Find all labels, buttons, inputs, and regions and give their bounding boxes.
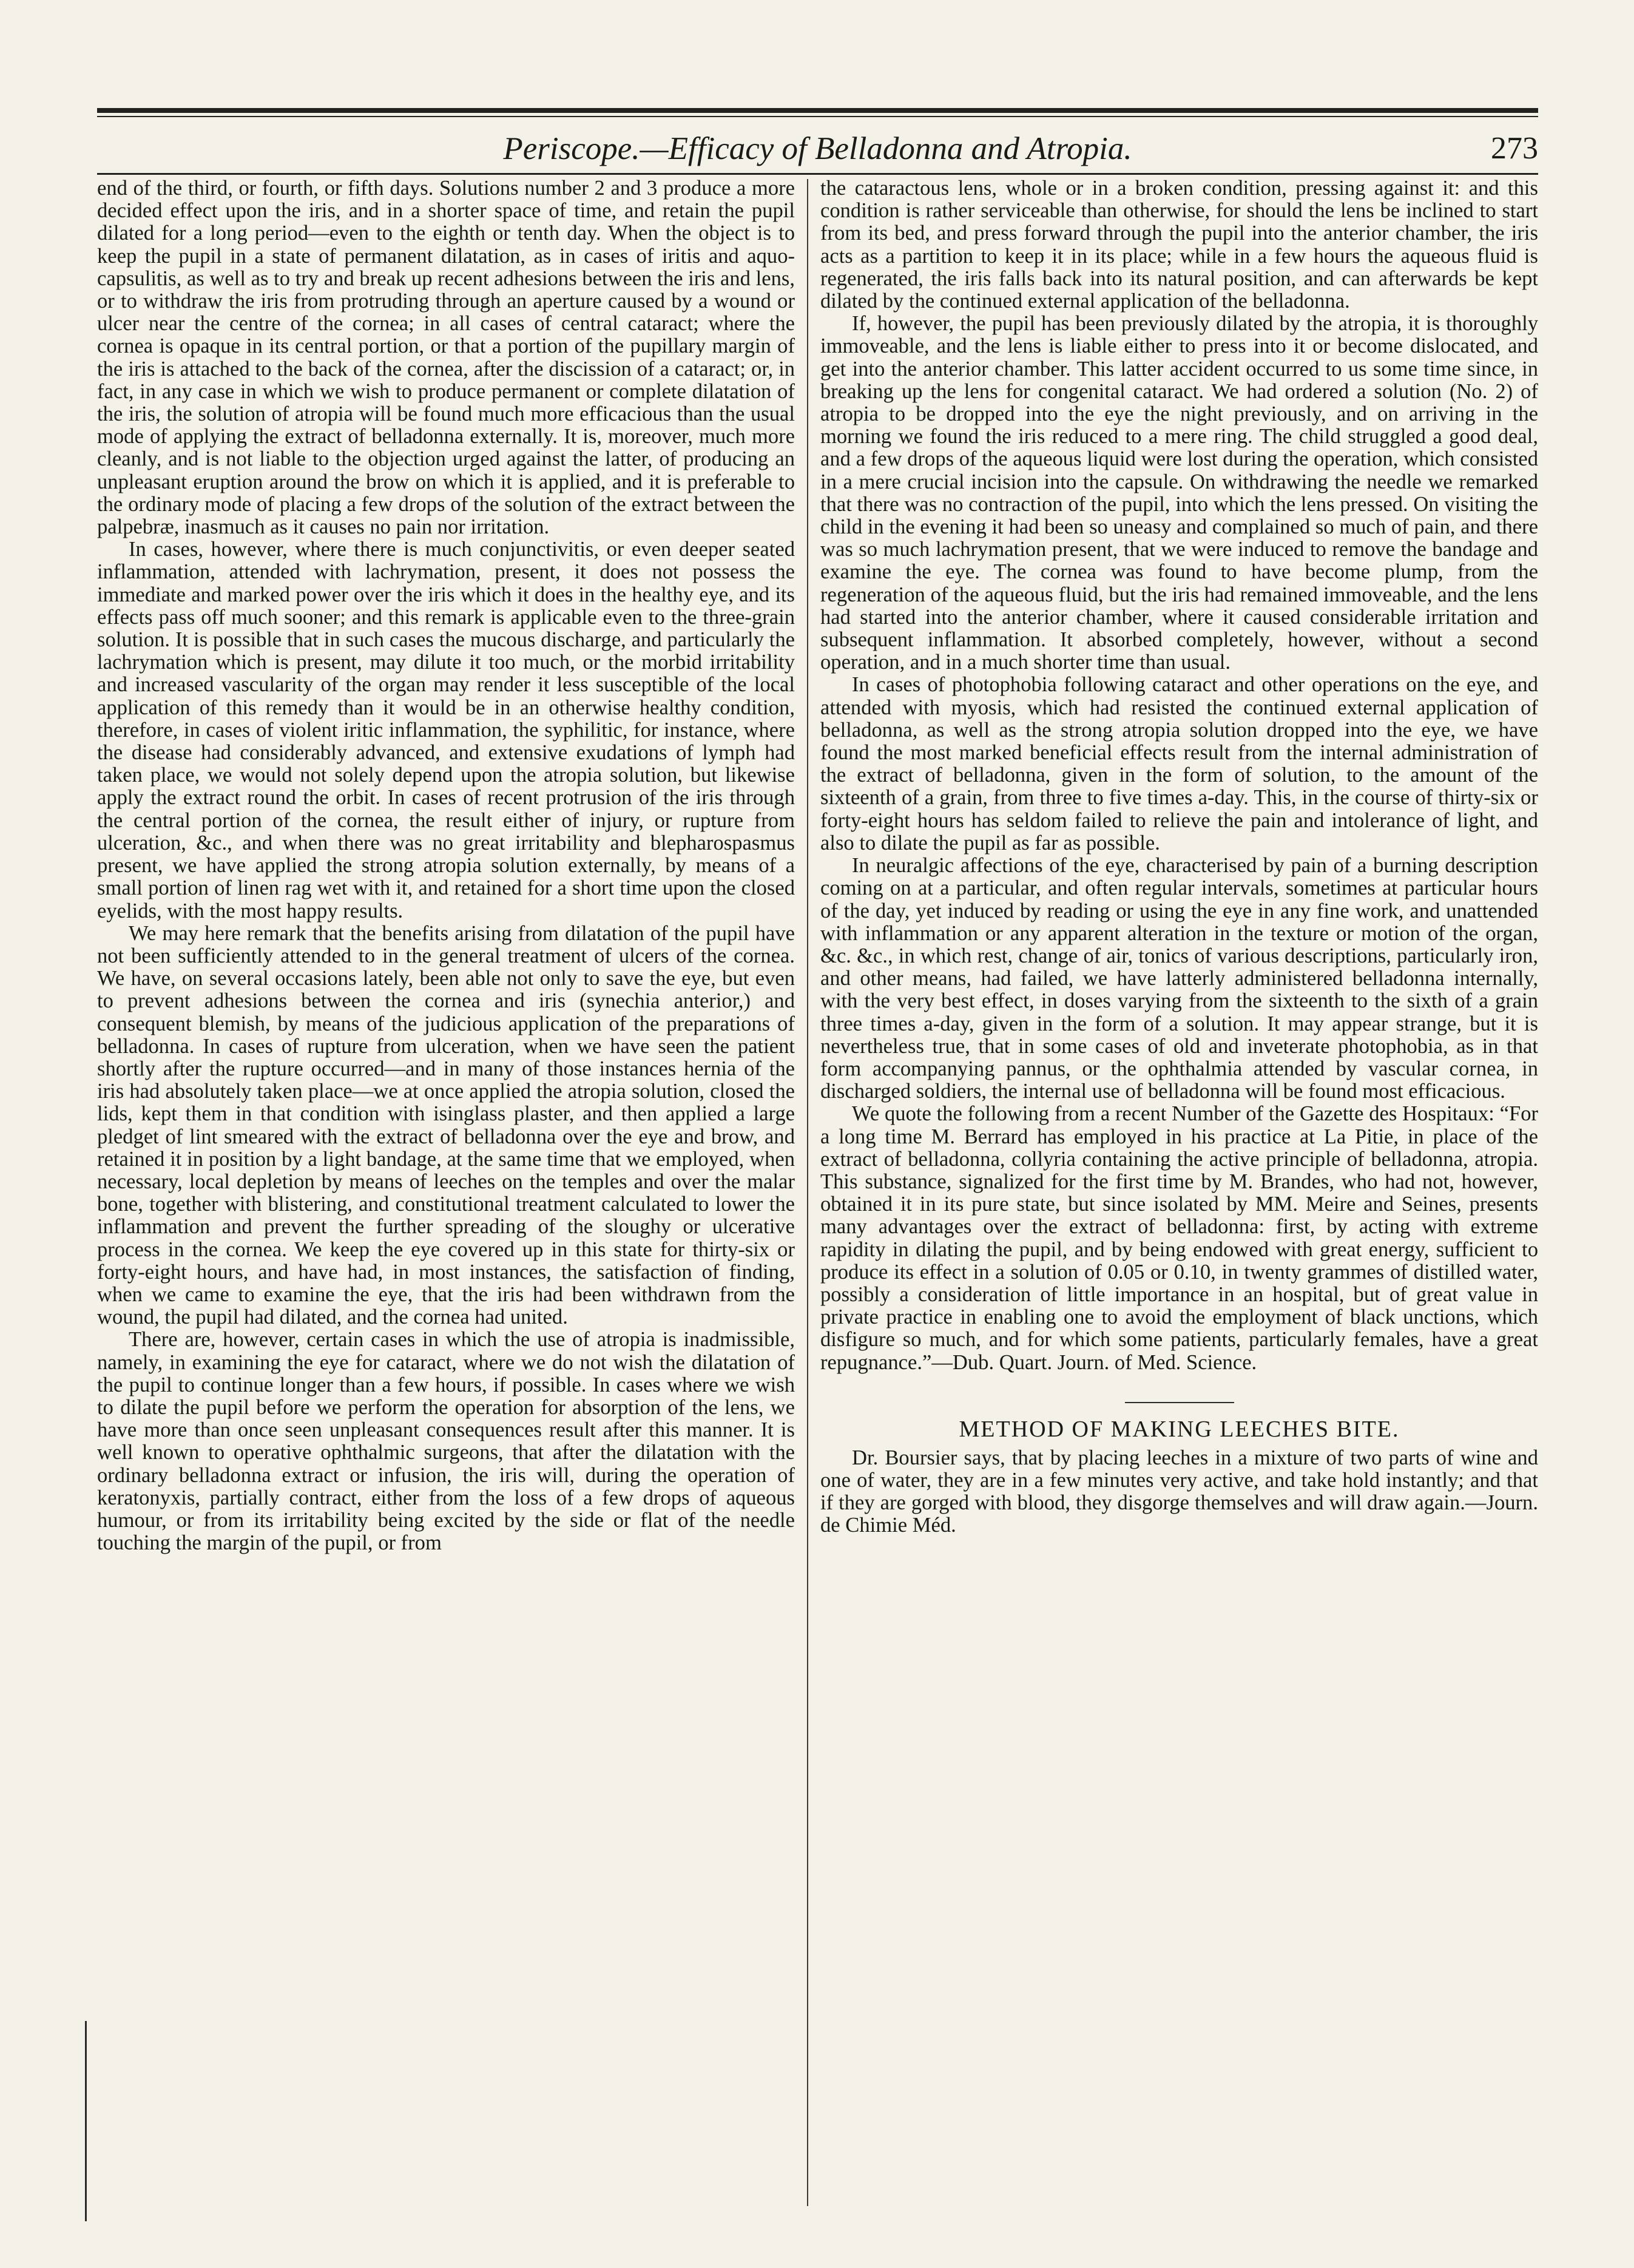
left-column — [97, 177, 795, 2216]
paragraph: end of the third, or fourth, or fifth days. Solutions number 2 and 3 produce a more decided effect upon the iris, and in a shorter space of time, and retain the pupil dilated for a long period—even to the eighth or tenth day. When the object is to keep the pupil in a state of permanent dilatation, as in cases of iritis and aquo-capsulitis, as well as to try and break up recent adhesions between the iris and lens, or to withdraw the iris from protruding through an aperture caused by a wound or ulcer near the centre of the cornea; in all cases of central cataract; where the cornea is opaque in its central portion, or that a portion of the pupillary margin of the iris is attached to the back of the cornea, after the discission of a cataract; or, in fact, in any case in which we wish to produce permanent or complete dilatation of the iris, the solution of atropia will be found much more efficacious than the usual mode of applying the extract of belladonna externally. It is, moreover, much more cleanly, and is not liable to the objection urged against the latter, of producing an unpleasant eruption around the brow on which it is applied, and it is preferable to the ordinary mode of placing a few drops of the solution of the extract between the palpebræ, inasmuch as it causes no pain nor irritation. — [97, 177, 795, 539]
running-title: Periscope.—Efficacy of Belladonna and Atropia. — [503, 131, 1132, 166]
paragraph: There are, however, certain cases in which the use of atropia is inadmissible, namely, in examining the eye for cataract, where we do not wish the dilatation of the pupil to continue longer than a few hours, if possible. In cases where we wish to dilate the pupil before we perform the operation for absorption of the lens, we have more than once seen unpleasant consequences result after this manner. It is well known to operative ophthalmic surgeons, that after the dilatation with the ordinary belladonna extract or infusion, the iris will, during the operation of keratonyxis, partially contract, either from the loss of a few drops of aqueous humour, or from its irritability being excited by the side or flat of the needle touching the margin of the pupil, or from — [97, 1328, 795, 1555]
header-underline — [97, 173, 1538, 175]
running-head — [97, 129, 1538, 171]
section-paragraph: Dr. Boursier says, that by placing leeches in a mixture of two parts of wine and one of water, they are in a few minutes very active, and take hold instantly; and that if they are gorged with blood, they disgorge themselves and will draw again.—Journ. de Chimie Méd. — [820, 1446, 1538, 1537]
paragraph: We may here remark that the benefits arising from dilatation of the pupil have not been sufficiently attended to in the general treatment of ulcers of the cornea. We have, on several occasions lately, been able not only to save the eye, but even to prevent adhesions between the cornea and iris (synechia anterior,) and consequent blemish, by means of the judicious application of the preparations of belladonna. In cases of rupture from ulceration, when we have seen the patient shortly after the rupture occurred—and in many of those instances hernia of the iris had absolutely taken place—we at once applied the atropia solution, closed the lids, kept them in that condition with isinglass plaster, and then applied a large pledget of lint smeared with the extract of belladonna over the eye and brow, and retained it in position by a light bandage, at the same time that we employed, when necessary, local depletion by means of leeches on the temples and over the malar bone, together with blistering, and constitutional treatment calculated to lower the inflammation and prevent the further spreading of the sloughy or ulcerative process in the cornea. We keep the eye covered up in this state for thirty-six or forty-eight hours, and have had, in most instances, the satisfaction of finding, when we came to examine the eye, that the iris had been withdrawn from the wound, the pupil had dilated, and the cornea had united. — [97, 921, 795, 1329]
right-column — [820, 177, 1538, 2216]
header-rule-thick — [97, 108, 1538, 113]
page-number: 273 — [1491, 131, 1538, 166]
paragraph: the cataractous lens, whole or in a broken condition, pressing against it: and this condition is rather serviceable than otherwise, for should the lens be inclined to start from its bed, and press forward through the pupil into the anterior chamber, the iris acts as a partition to keep it in its place; while in a few hours the aqueous fluid is regenerated, the iris falls back into its natural position, and can afterwards be kept dilated by the continued external application of the belladonna. — [820, 177, 1538, 313]
paragraph: We quote the following from a recent Number of the Gazette des Hospitaux: “For a long time M. Berrard has employed in his practice at La Pitie, in place of the extract of belladonna, collyria containing the active principle of belladonna, atropia. This substance, signalized for the first time by M. Brandes, who had not, however, obtained it in its pure state, but since isolated by MM. Meire and Seines, presents many advantages over the extract of belladonna: first, by acting with extreme rapidity in dilating the pupil, and by being endowed with great energy, sufficient to produce its effect in a solution of 0.05 or 0.10, in twenty grammes of distilled water, possibly a consideration of little importance in an hospital, but of great value in private practice in enabling one to avoid the employment of black unctions, which disfigure so much, and for which some patients, particularly females, have a great repugnance.”—Dub. Quart. Journ. of Med. Science. — [820, 1102, 1538, 1374]
paragraph: If, however, the pupil has been previously dilated by the atropia, it is thoroughly immoveable, and the lens is liable either to press into it or become dislocated, and get into the anterior chamber. This latter accident occurred to us some time since, in breaking up the lens for congenital cataract. We had ordered a solution (No. 2) of atropia to be dropped into the eye the night previously, and on arriving in the morning we found the iris reduced to a mere ring. The child struggled a good deal, and a few drops of the aqueous liquid were lost during the operation, which consisted in a mere crucial incision into the capsule. On withdrawing the needle we remarked that there was no contraction of the pupil, into which the lens pressed. On visiting the child in the evening it had been so uneasy and complained so much of pain, and there was so much lachrymation present, that we were induced to remove the bandage and examine the eye. The cornea was found to have become plump, from the regeneration of the aqueous fluid, but the iris had remained immoveable, and the lens had started into the anterior chamber, where it caused considerable irritation and subsequent inflammation. It absorbed completely, however, without a second operation, and in a much shorter time than usual. — [820, 312, 1538, 674]
paragraph: In neuralgic affections of the eye, characterised by pain of a burning description coming on at a particular, and often regular intervals, sometimes at particular hours of the day, yet induced by reading or using the eye in any fine work, and unattended with inflammation or any apparent alteration in the texture or motion of the organ, &c. &c., in which rest, change of air, tonics of various descriptions, particularly iron, and other means, had failed, we have latterly administered belladonna internally, with the very best effect, in doses varying from the sixteenth to the sixth of a grain three times a-day, given in the form of a solution. It may appear strange, but it is nevertheless true, that in some cases of old and inveterate photophobia, as in that form accompanying pannus, or the ophthalmia attended by vascular cornea, in discharged soldiers, the internal use of belladonna will be found most efficacious. — [820, 854, 1538, 1103]
header-rule-thin — [97, 116, 1538, 117]
paragraph: In cases of photophobia following cataract and other operations on the eye, and attended with myosis, which had resisted the continued external application of belladonna, as well as the strong atropia solution dropped into the eye, we have found the most marked beneficial effects result from the internal administration of the extract of belladonna, given in the form of solution, to the amount of the sixteenth of a grain, from three to five times a-day. This, in the course of thirty-six or forty-eight hours has seldom failed to relieve the pain and intolerance of light, and also to dilate the pupil as far as possible. — [820, 673, 1538, 855]
page-edge-mark — [85, 2021, 87, 2221]
paragraph: In cases, however, where there is much conjunctivitis, or even deeper seated inflammation, attended with lachrymation, present, it does not possess the immediate and marked power over the iris which it does in the healthy eye, and its effects pass off much sooner; and this remark is applicable even to the three-grain solution. It is possible that in such cases the mucous discharge, and particularly the lachrymation which is present, may dilute it too much, or the morbid irritability and increased vascularity of the organ may render it less susceptible of the local application of this remedy than it would be in an otherwise healthy condition, therefore, in cases of violent iritic inflammation, the syphilitic, for instance, where the disease had considerably advanced, and extensive exudations of lymph had taken place, we would not solely depend upon the atropia solution, but likewise apply the extract round the orbit. In cases of recent protrusion of the iris through the central portion of the cornea, the result either of injury, or rupture from ulceration, &c., and when there was no great irritability and blepharospasmus present, we have applied the strong atropia solution externally, by means of a small portion of linen rag wet with it, and retained for a short time upon the closed eyelids, with the most happy results. — [97, 538, 795, 922]
section-title: METHOD OF MAKING LEECHES BITE. — [820, 1402, 1538, 1442]
column-divider — [807, 179, 808, 2206]
